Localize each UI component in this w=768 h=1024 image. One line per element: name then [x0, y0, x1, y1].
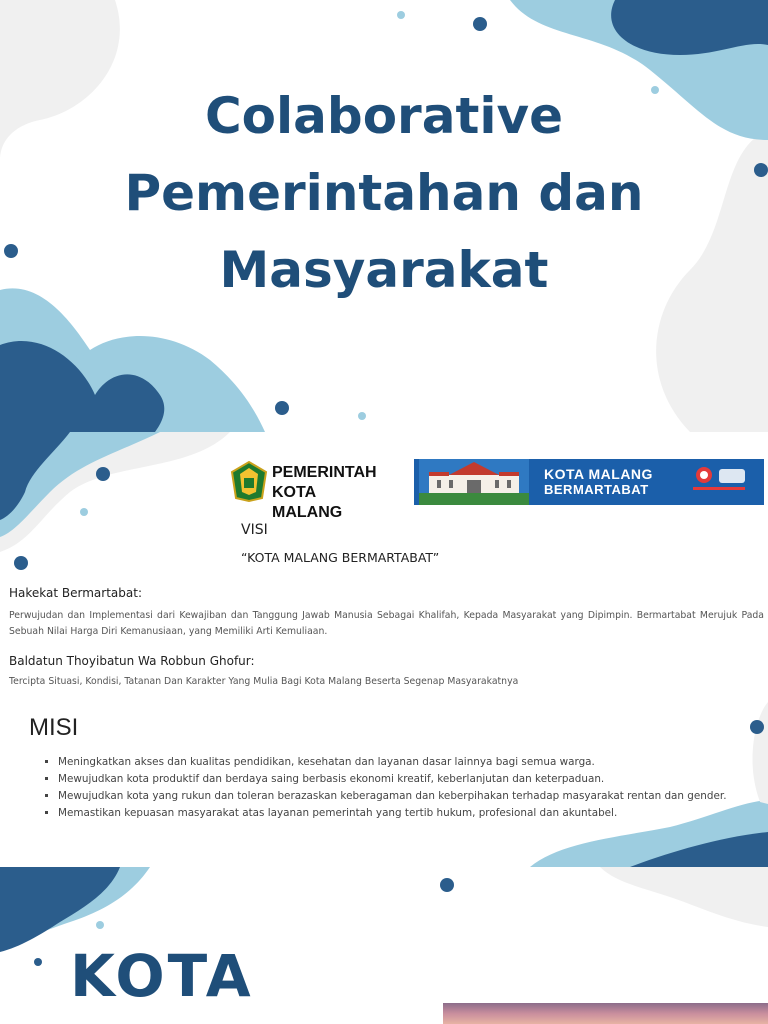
logo-line: KOTA MALANG: [272, 484, 343, 521]
dot: [96, 467, 110, 481]
kota-slide: [0, 867, 768, 1024]
pemerintah-kota-malang-logo: [230, 460, 385, 521]
visi-misi-slide: [0, 432, 768, 867]
list-item: ▪ Meningkatkan akses dan kualitas pendidikan, kesehatan dan layanan dasar lainnya bagi semua warga.: [58, 754, 727, 771]
logo-line: PEMERINTAH: [272, 464, 377, 481]
dot: [96, 921, 104, 929]
section-title: KOTA: [70, 942, 254, 1010]
banner-line: BERMARTABAT: [544, 482, 649, 497]
title-line: Pemerintahan dan: [124, 164, 644, 222]
dot: [440, 878, 454, 892]
dot: [14, 556, 28, 570]
dark-blob-top-left: [0, 867, 120, 952]
anniversary-badge-icon: [689, 465, 759, 495]
grey-blob-top-right: [600, 867, 768, 927]
list-item: ▪ Memastikan kepuasan masyarakat atas layanan pemerintah yang tertib hukum, profesional dan akuntabel.: [58, 805, 727, 822]
visi-heading: VISI: [241, 522, 268, 538]
list-item: ▪ Mewujudkan kota yang rukun dan toleran berazaskan keberagaman dan keberpihakan terhadap masyarakat rentan dan gender.: [58, 788, 727, 805]
visi-value: “KOTA MALANG BERMARTABAT”: [241, 550, 440, 565]
dot: [80, 508, 88, 516]
dot: [34, 958, 42, 966]
dot: [473, 17, 487, 31]
dot: [397, 11, 405, 19]
title-line: Masyarakat: [219, 241, 549, 299]
dot: [275, 401, 289, 415]
banner-line: KOTA MALANG: [544, 466, 653, 482]
logo-text: [272, 463, 385, 523]
dot: [750, 720, 764, 734]
grey-blob-right: [752, 702, 768, 804]
misi-heading: MISI: [29, 714, 79, 741]
hakekat-text: Perwujudan dan Implementasi dari Kewajiban dan Tanggung Jawab Manusia Sebagai Khalifah, Kepada Masyarakat yang Dipimpin. Bermartabat Merujuk Pada Sebuah Nilai Harga Diri Kemanusiaan, yang Memiliki Arti Kemuliaan.: [9, 610, 764, 637]
kota-malang-banner: [414, 459, 764, 505]
city-emblem-icon: [230, 460, 268, 502]
title-line: Colaborative: [204, 87, 563, 145]
city-photo: [443, 1003, 768, 1024]
dot: [76, 353, 84, 361]
baldatun-heading: Baldatun Thoyibatun Wa Robbun Ghofur:: [9, 654, 255, 668]
page-title: [0, 78, 768, 309]
title-slide: [0, 0, 768, 432]
baldatun-text: Tercipta Situasi, Kondisi, Tatanan Dan Karakter Yang Mulia Bagi Kota Malang Beserta Segenap Masyarakatnya: [9, 676, 519, 687]
misi-list: [40, 754, 727, 822]
dot: [358, 412, 366, 420]
list-item: ▪ Mewujudkan kota produktif dan berdaya saing berbasis ekonomi kreatif, keberlanjutan dan keterpaduan.: [58, 771, 727, 788]
hakekat-heading: Hakekat Bermartabat:: [9, 586, 142, 600]
city-hall-icon: [419, 459, 529, 505]
